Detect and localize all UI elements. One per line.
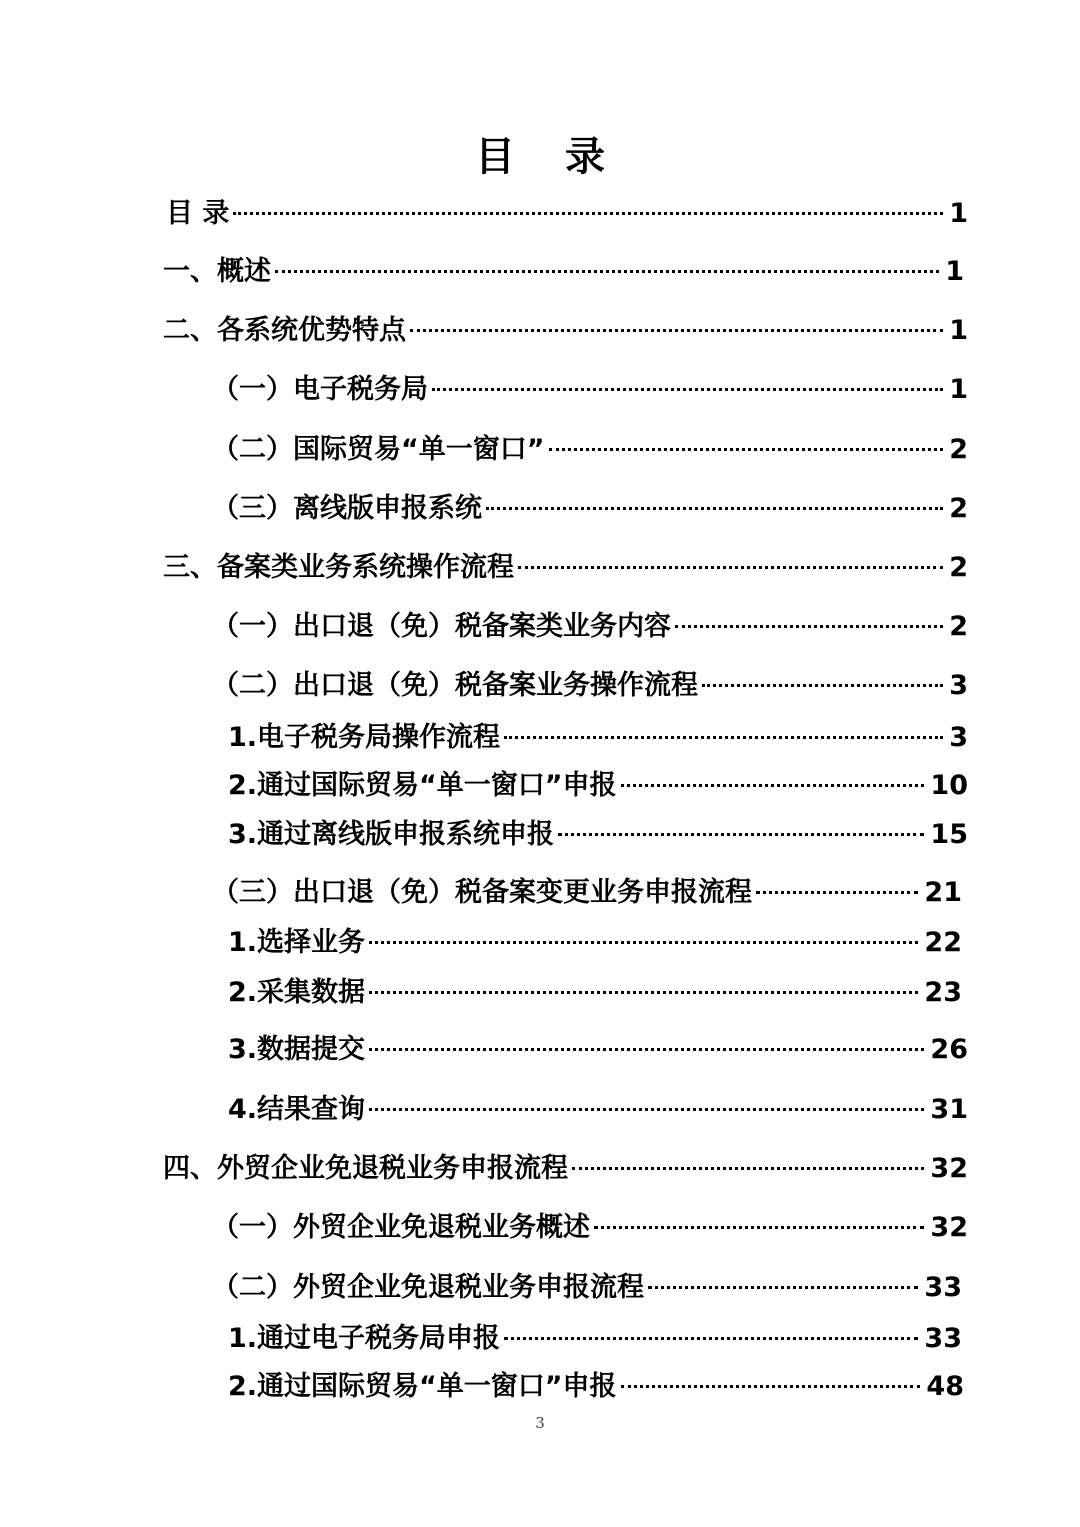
- toc-page-number: 31: [930, 1094, 968, 1125]
- toc-entry-section-2-2[interactable]: [212, 433, 968, 467]
- toc-page-number: 26: [930, 1034, 968, 1065]
- toc-entry-title: （二）出口退（免）税备案业务操作流程: [212, 670, 698, 701]
- toc-entry-section-3-2-2[interactable]: [228, 769, 968, 803]
- dot-leader: [594, 1226, 924, 1229]
- toc-entry-section-4-2-2[interactable]: [228, 1370, 964, 1404]
- toc-page-number: 33: [924, 1323, 962, 1354]
- toc-page-number: 33: [924, 1272, 962, 1303]
- toc-entry-section-3-3-3[interactable]: [228, 1033, 968, 1067]
- toc-entry-title: 四、外贸企业免退税业务申报流程: [163, 1153, 568, 1184]
- toc-page-number: 3: [949, 722, 968, 753]
- toc-page-number: 1: [949, 315, 968, 346]
- toc-entry-section-4-1[interactable]: [212, 1211, 968, 1245]
- toc-page-number: 23: [924, 977, 962, 1008]
- toc-page-number: 2: [949, 611, 968, 642]
- toc-entry-title: 3.通过离线版申报系统申报: [228, 819, 555, 850]
- dot-leader: [410, 329, 943, 332]
- dot-leader: [369, 1048, 924, 1051]
- page-number-footer: 3: [535, 1414, 545, 1432]
- toc-page-number: 21: [924, 877, 962, 908]
- toc-entry-section-3-2-1[interactable]: [228, 721, 968, 755]
- toc-entry-title: 二、各系统优势特点: [163, 315, 406, 346]
- toc-entry-title: 2.通过国际贸易“单一窗口”申报: [228, 770, 617, 801]
- toc-entry-title: （三）离线版申报系统: [212, 493, 482, 524]
- page-title: 目 录: [475, 134, 623, 180]
- toc-entry-title: （二）国际贸易“单一窗口”: [212, 434, 545, 465]
- dot-leader: [432, 388, 943, 391]
- toc-entry-section-3-3-4[interactable]: [228, 1093, 968, 1127]
- toc-page-number: 22: [924, 927, 962, 958]
- toc-page-number: 2: [949, 434, 968, 465]
- toc-page-number: 15: [930, 819, 968, 850]
- dot-leader: [518, 566, 943, 569]
- toc-entry-title: 1.通过电子税务局申报: [228, 1323, 501, 1354]
- toc-entry-title: （一）出口退（免）税备案类业务内容: [212, 611, 671, 642]
- toc-entry-title: （一）外贸企业免退税业务概述: [212, 1212, 590, 1243]
- dot-leader: [621, 1385, 921, 1388]
- toc-page-number: 32: [930, 1153, 968, 1184]
- dot-leader: [504, 736, 943, 739]
- toc-page-number: 3: [949, 670, 968, 701]
- dot-leader: [369, 941, 918, 944]
- toc-entry-title: 2.通过国际贸易“单一窗口”申报: [228, 1371, 617, 1402]
- toc-page-number: 1: [949, 374, 968, 405]
- toc-entry-section-3[interactable]: [163, 551, 968, 585]
- toc-entry-title: 1.电子税务局操作流程: [228, 722, 501, 753]
- toc-page-number: 2: [949, 493, 968, 524]
- toc-entry-section-3-3-1[interactable]: [228, 926, 962, 960]
- toc-entry-title: 2.采集数据: [228, 977, 366, 1008]
- toc-entry-title: 三、备案类业务系统操作流程: [163, 552, 514, 583]
- dot-leader: [549, 448, 944, 451]
- toc-entry-contents[interactable]: [166, 197, 968, 231]
- dot-leader: [369, 991, 918, 994]
- toc-entry-section-3-1[interactable]: [212, 610, 968, 644]
- dot-leader: [648, 1286, 918, 1289]
- toc-page-number: 1: [945, 256, 964, 287]
- toc-entry-section-2-3[interactable]: [212, 492, 968, 526]
- toc-page-number: 1: [949, 198, 968, 229]
- dot-leader: [572, 1167, 924, 1170]
- dot-leader: [504, 1337, 918, 1340]
- dot-leader: [558, 833, 924, 836]
- dot-leader: [675, 625, 943, 628]
- toc-entry-title: （三）出口退（免）税备案变更业务申报流程: [212, 877, 752, 908]
- toc-entry-section-4-2[interactable]: [212, 1271, 962, 1305]
- toc-entry-title: 1.选择业务: [228, 927, 366, 958]
- dot-leader: [621, 784, 925, 787]
- toc-entry-title: 4.结果查询: [228, 1094, 366, 1125]
- toc-entry-section-2[interactable]: [163, 314, 968, 348]
- toc-entry-section-4-2-1[interactable]: [228, 1322, 962, 1356]
- toc-entry-section-1[interactable]: [163, 255, 964, 289]
- dot-leader: [756, 891, 918, 894]
- toc-entry-section-4[interactable]: [163, 1152, 968, 1186]
- toc-entry-section-3-2[interactable]: [212, 669, 968, 703]
- toc-entry-title: 3.数据提交: [228, 1034, 366, 1065]
- toc-page-number: 48: [926, 1371, 964, 1402]
- dot-leader: [369, 1108, 924, 1111]
- toc-entry-title: （一）电子税务局: [212, 374, 428, 405]
- toc-page-number: 32: [930, 1212, 968, 1243]
- dot-leader: [275, 270, 939, 273]
- toc-page-number: 10: [930, 770, 968, 801]
- toc-page-number: 2: [949, 552, 968, 583]
- toc-entry-title: 目 录: [166, 198, 230, 229]
- toc-entry-section-2-1[interactable]: [212, 373, 968, 407]
- dot-leader: [233, 212, 943, 215]
- toc-entry-section-3-3[interactable]: [212, 876, 962, 910]
- toc-entry-section-3-2-3[interactable]: [228, 818, 968, 852]
- toc-entry-title: （二）外贸企业免退税业务申报流程: [212, 1272, 644, 1303]
- dot-leader: [486, 507, 943, 510]
- toc-entry-section-3-3-2[interactable]: [228, 976, 962, 1010]
- toc-entry-title: 一、概述: [163, 256, 271, 287]
- dot-leader: [702, 684, 943, 687]
